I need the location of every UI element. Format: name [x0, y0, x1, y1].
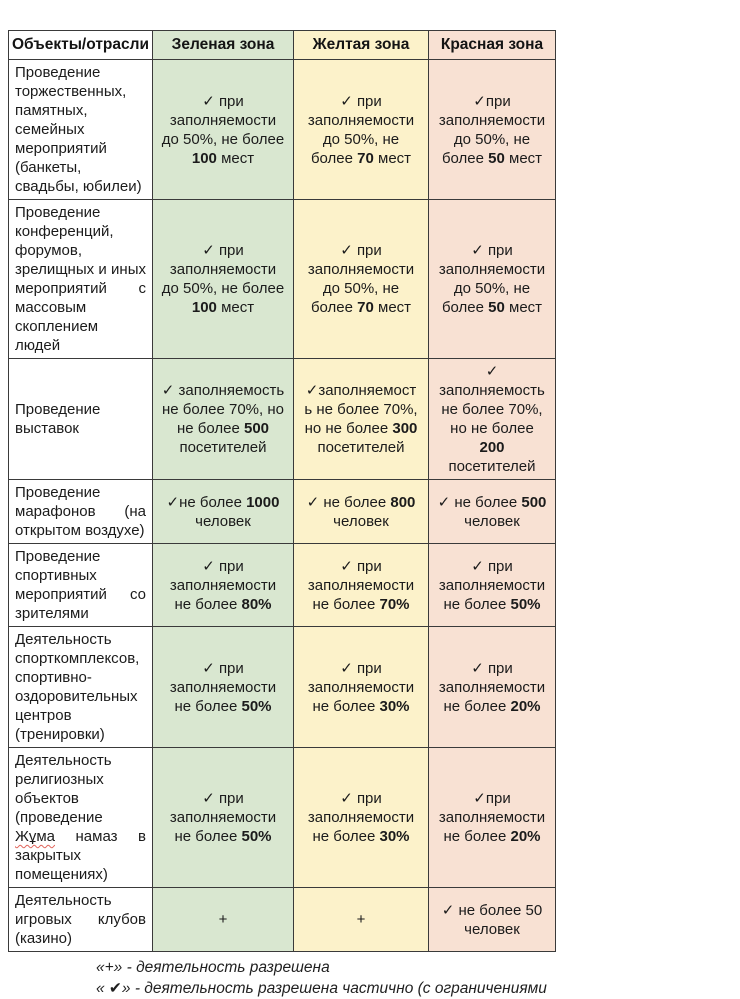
text-segment: 70% — [379, 595, 410, 613]
table-row — [9, 60, 556, 200]
spellcheck-underlined-word: Жұма — [15, 828, 56, 845]
cell-objects — [9, 627, 153, 748]
text-segment: 50% — [510, 595, 541, 613]
cell-green-zone — [153, 748, 294, 888]
text-segment: Деятельность игровых клубов (казино) — [15, 892, 146, 947]
table-row — [9, 359, 556, 480]
text-segment: 30% — [379, 828, 410, 845]
text-segment: ✓ при заполняемости до 50%, не более — [307, 242, 415, 316]
table-row — [9, 544, 556, 627]
text-segment: 20% — [510, 828, 541, 845]
text-segment: человек — [464, 512, 520, 530]
text-segment: 20% — [510, 697, 541, 715]
text-segment: Проведение марафонов (на открытом воздухе) — [15, 484, 146, 539]
text-segment: + — [356, 911, 366, 928]
text-segment: Деятельность религиозных объектов (проведение — [15, 752, 112, 826]
text-segment: 50% — [241, 828, 272, 845]
cell-yellow-zone — [294, 544, 429, 627]
text-segment: посетителей — [448, 458, 536, 475]
legend-line-plus: «+» - деятельность разрешена — [96, 959, 330, 976]
text-segment: человек — [333, 512, 389, 530]
text-segment: 500 — [521, 493, 547, 511]
text-segment: 80% — [241, 595, 272, 613]
text-segment: ✓не более — [166, 493, 247, 511]
table-row — [9, 480, 556, 544]
text-segment: мест — [373, 299, 412, 316]
cell-green-zone — [153, 480, 294, 544]
column-header-yellow-zone: Желтая зона — [294, 31, 429, 60]
cell-red-zone — [429, 359, 556, 480]
cell-yellow-zone — [294, 480, 429, 544]
text-segment: Проведение спортивных мероприятий со зрителями — [15, 548, 146, 622]
table-body — [9, 60, 556, 952]
zones-table — [8, 30, 556, 952]
text-segment: 70 — [357, 149, 374, 167]
table-row — [9, 888, 556, 952]
text-segment: 50 — [488, 299, 505, 316]
table-row — [9, 627, 556, 748]
text-segment: посетителей — [179, 439, 267, 456]
text-segment: 200 — [479, 439, 505, 456]
cell-yellow-zone — [294, 359, 429, 480]
cell-green-zone — [153, 888, 294, 952]
cell-yellow-zone — [294, 60, 429, 200]
text-segment: Проведение торжественных, памятных, семейных мероприятий (банкеты, свадьбы, юбилеи) — [15, 64, 142, 195]
cell-red-zone — [429, 888, 556, 952]
cell-yellow-zone — [294, 200, 429, 359]
text-segment: ✓при заполняемости до 50%, не более — [438, 92, 546, 167]
text-segment: ✓ при заполняемости не более — [307, 557, 415, 613]
cell-green-zone — [153, 359, 294, 480]
text-segment: ✓ при заполняемости не более — [169, 557, 277, 613]
text-segment: 800 — [390, 493, 416, 511]
text-segment: ✓ не более 50 человек — [441, 901, 543, 938]
text-segment: 300 — [392, 420, 418, 437]
text-segment: ✓ при заполняемости до 50%, не более — [307, 92, 415, 167]
text-segment: мест — [216, 149, 255, 167]
text-segment: ✓ при заполняемости не более — [438, 659, 546, 715]
text-segment: Проведение выставок — [15, 401, 101, 437]
text-segment: ✓ при заполняемости не более — [307, 659, 415, 715]
cell-objects — [9, 480, 153, 544]
text-segment: 30% — [379, 697, 410, 715]
cell-yellow-zone — [294, 888, 429, 952]
text-segment: мест — [504, 149, 543, 167]
cell-objects — [9, 359, 153, 480]
text-segment: ✓ при заполняемости не более — [169, 790, 277, 845]
cell-green-zone — [153, 627, 294, 748]
text-segment: 70 — [357, 299, 374, 316]
text-segment: ✓ не более — [306, 493, 391, 511]
cell-objects — [9, 888, 153, 952]
text-segment: мест — [504, 299, 543, 316]
text-segment: ✓ при заполняемости не более — [307, 790, 415, 845]
text-segment: ✓ не более — [437, 493, 522, 511]
text-segment: мест — [373, 149, 412, 167]
cell-objects — [9, 544, 153, 627]
text-segment: 100 — [191, 299, 217, 316]
text-segment: ✓заполняемость не более 70%, но не более — [304, 382, 418, 437]
cell-objects — [9, 60, 153, 200]
cell-objects — [9, 748, 153, 888]
legend — [96, 957, 740, 999]
cell-objects — [9, 200, 153, 359]
text-segment: посетителей — [317, 439, 405, 456]
text-segment: намаз в закрытых помещениях) — [15, 828, 146, 883]
column-header-objects: Объекты/отрасли — [9, 31, 153, 60]
text-segment: ✓ при заполняемости до 50%, не более — [161, 242, 285, 297]
text-segment: ✓ заполняемость не более 70%, но не более — [439, 363, 545, 437]
text-segment: 50 — [488, 149, 505, 167]
cell-red-zone — [429, 544, 556, 627]
header-row — [9, 31, 556, 60]
cell-green-zone — [153, 60, 294, 200]
table-row — [9, 748, 556, 888]
text-segment: ✓ при заполняемости не более — [438, 557, 546, 613]
cell-green-zone — [153, 200, 294, 359]
text-segment: ✓при заполняемости не более — [438, 790, 546, 845]
text-segment: мест — [216, 299, 255, 316]
text-segment: ✓ при заполняемости до 50%, не более — [161, 92, 285, 148]
column-header-red-zone: Красная зона — [429, 31, 556, 60]
text-segment: + — [218, 911, 228, 928]
text-segment: человек — [195, 512, 251, 530]
text-segment: Проведение конференций, форумов, зрелищных и иных мероприятий с массовым скоплением людей — [15, 204, 146, 354]
text-segment: 50% — [241, 697, 272, 715]
cell-yellow-zone — [294, 627, 429, 748]
text-segment: 100 — [191, 149, 217, 167]
text-segment: ✓ при заполняемости до 50%, не более — [438, 242, 546, 316]
column-header-green-zone: Зеленая зона — [153, 31, 294, 60]
cell-red-zone — [429, 480, 556, 544]
text-segment: ✓ при заполняемости не более — [169, 659, 277, 715]
cell-red-zone — [429, 200, 556, 359]
text-segment: 1000 — [246, 493, 280, 511]
text-segment: ✓ заполняемость не более 70%, но не более — [161, 382, 285, 437]
cell-red-zone — [429, 627, 556, 748]
cell-green-zone — [153, 544, 294, 627]
cell-red-zone — [429, 748, 556, 888]
cell-yellow-zone — [294, 748, 429, 888]
text-segment: Деятельность спорткомплексов, спортивно-оздоровительных центров (тренировки) — [15, 631, 140, 743]
table-row — [9, 200, 556, 359]
legend-line-checkmark: « ✔» - деятельность разрешена частично (с ограничениями — [96, 980, 547, 997]
text-segment: 500 — [243, 420, 270, 437]
cell-red-zone — [429, 60, 556, 200]
